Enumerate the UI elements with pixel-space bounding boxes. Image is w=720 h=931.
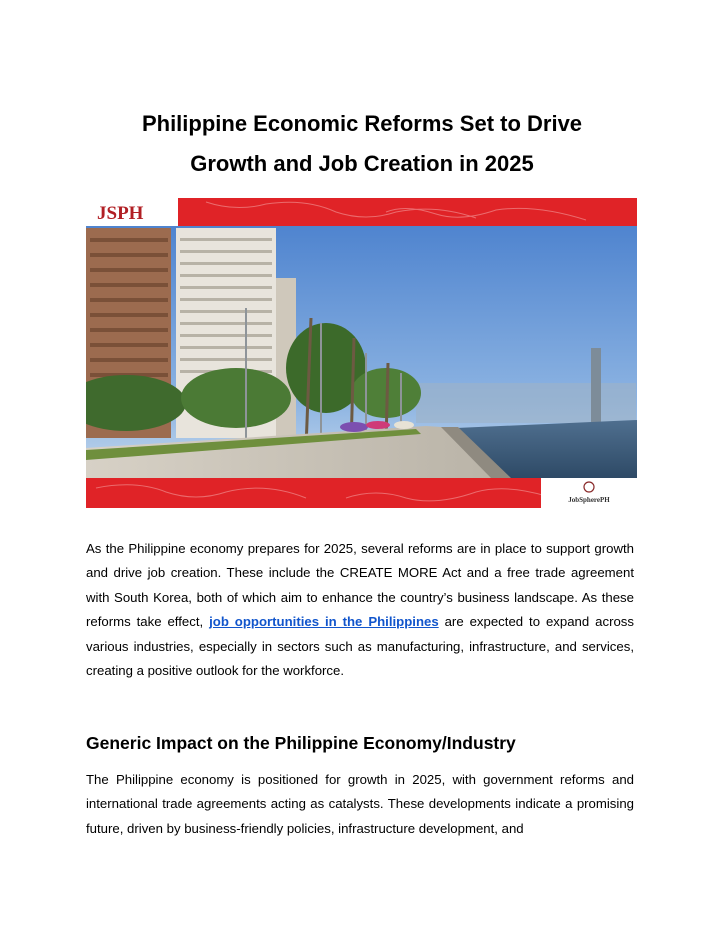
intro-paragraph [86, 537, 634, 683]
section-paragraph: The Philippine economy is positioned for growth in 2025, with government reforms and international trade agreements acting as catalysts. These developments indicate a promising future, driven by business-friendly policies, infrastructure development, and [86, 772, 634, 836]
intro-paragraph-text-before-link: As the Philippine economy prepares for 2025, several reforms are in place to support growth and drive job creation. These include the CREATE MORE Act and a free trade agreement with South Korea, both of which aim to enhance the country’s business landscape. As these reforms take effect, [86, 541, 634, 630]
banner-image [86, 198, 637, 508]
distant-tower [591, 348, 601, 423]
job-opportunities-link[interactable]: job opportunities in the Philippines [209, 614, 439, 630]
jobsphereph-logo-text: JobSpherePH [568, 496, 610, 504]
banner-photo-illustration [86, 198, 637, 508]
intro-paragraph-text-after-link: are expected to expand across various industries, especially in sectors such as manufacturing, infrastructure, and services, creating a positive outlook for the workforce. [86, 614, 634, 679]
section-heading: Generic Impact on the Philippine Economy/Industry [86, 733, 516, 753]
article-title-line-1: Philippine Economic Reforms Set to Drive [141, 111, 583, 136]
article-title-line-2: Growth and Job Creation in 2025 [190, 151, 534, 176]
article-title [86, 104, 638, 184]
jsph-logo-text: JSPH [97, 203, 144, 224]
